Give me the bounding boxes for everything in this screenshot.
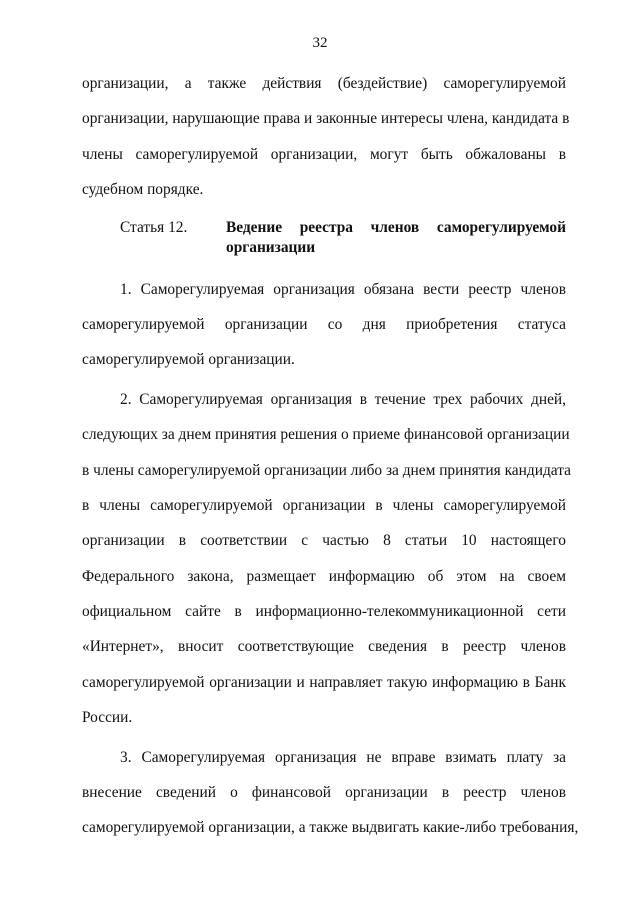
text-line: саморегулируемой организации и направляет такую информацию в Банк	[82, 673, 566, 691]
text-line: 1. Саморегулируемая организация обязана вести реестр членов	[120, 280, 566, 298]
article-number: Статья 12.	[120, 218, 188, 236]
paragraph-1	[82, 272, 566, 378]
text-line: России.	[82, 709, 133, 727]
text-line: саморегулируемой организации со дня приобретения статуса	[82, 315, 566, 333]
article-title-line: организации	[226, 238, 316, 256]
article-heading	[82, 212, 566, 272]
text-line: члены саморегулируемой организации, могут быть обжалованы в	[82, 145, 566, 163]
text-line: саморегулируемой организации.	[82, 351, 295, 369]
text-line: «Интернет», вносит соответствующие сведения в реестр членов	[82, 638, 566, 656]
text-line: в члены саморегулируемой организации либо за днем принятия кандидата	[82, 461, 571, 479]
text-line: официальном сайте в информационно-телекоммуникационной сети	[82, 603, 566, 621]
article-title	[226, 218, 566, 258]
text-line: внесение сведений о финансовой организации в реестр членов	[82, 784, 566, 802]
text-line: саморегулируемой организации, а также выдвигать какие-либо требования,	[82, 819, 579, 837]
text-line: судебном порядке.	[82, 181, 204, 199]
text-line: Федерального закона, размещает информацию об этом на своем	[82, 567, 566, 585]
text-line: организации, а также действия (бездействие) саморегулируемой	[82, 75, 566, 92]
intro-paragraph	[82, 66, 570, 208]
document-body	[82, 66, 579, 846]
paragraph-3	[82, 740, 579, 846]
page-number: 32	[312, 35, 328, 51]
text-line: организации в соответствии с частью 8 статьи 10 настоящего	[82, 532, 566, 550]
paragraph-2	[82, 382, 571, 736]
text-line: 3. Саморегулируемая организация не вправе взимать плату за	[120, 748, 566, 766]
text-line: организации, нарушающие права и законные интересы члена, кандидата в	[82, 110, 570, 128]
text-line: следующих за днем принятия решения о приеме финансовой организации	[82, 426, 570, 444]
text-line: в члены саморегулируемой организации в члены саморегулируемой	[82, 496, 566, 514]
article-title-line: Ведение реестра членов саморегулируемой	[226, 218, 566, 236]
text-line: 2. Саморегулируемая организация в течение трех рабочих дней,	[120, 390, 566, 408]
